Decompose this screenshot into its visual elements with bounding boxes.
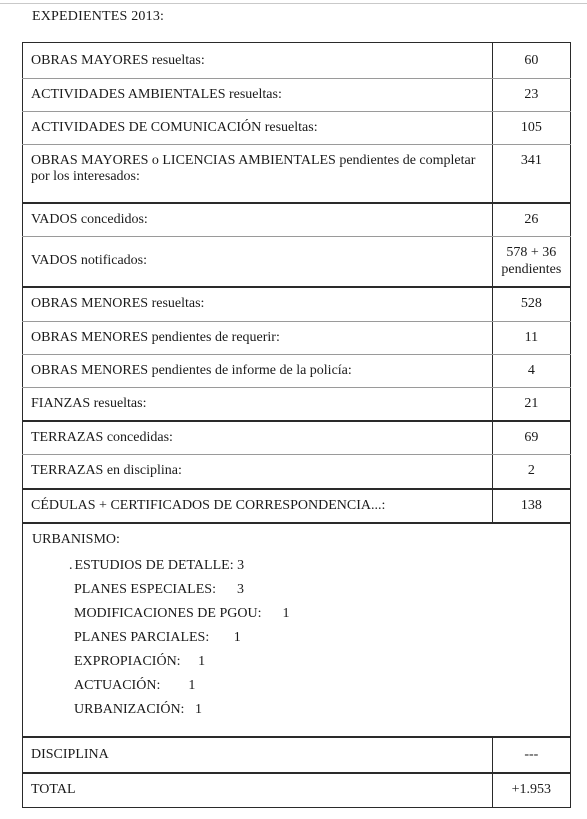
top-rule <box>0 3 587 4</box>
table-row <box>23 388 571 421</box>
table-row <box>23 455 571 489</box>
table-row <box>23 773 571 808</box>
list-item: MODIFICACIONES DE PGOU: 1 <box>74 605 290 621</box>
urbanismo-title: URBANISMO: <box>32 531 120 547</box>
value-note: pendientes <box>501 262 562 278</box>
row-label: FIANZAS resueltas: <box>23 388 493 421</box>
row-value: 23 <box>492 79 570 112</box>
row-label: OBRAS MENORES pendientes de requerir: <box>23 322 493 355</box>
disciplina-label: DISCIPLINA <box>23 737 493 773</box>
table-row <box>23 112 571 145</box>
row-value: 138 <box>492 489 570 523</box>
urbanismo-cell <box>23 523 571 737</box>
row-value: 341 <box>492 145 570 203</box>
table-row <box>23 145 571 203</box>
row-value: 105 <box>492 112 570 145</box>
table-row <box>23 322 571 355</box>
total-label: TOTAL <box>23 773 493 808</box>
row-value <box>492 237 570 287</box>
list-item: URBANIZACIÓN: 1 <box>74 701 202 717</box>
table-row <box>23 421 571 455</box>
row-label: OBRAS MENORES resueltas: <box>23 287 493 322</box>
page-heading: EXPEDIENTES 2013: <box>32 9 165 24</box>
total-value: +1.953 <box>492 773 570 808</box>
list-item: PLANES ESPECIALES: 3 <box>74 581 244 597</box>
value-main: 578 + 36 <box>506 245 557 261</box>
row-value: 26 <box>492 203 570 237</box>
disciplina-value: --- <box>492 737 570 773</box>
row-label: ACTIVIDADES DE COMUNICACIÓN resueltas: <box>23 112 493 145</box>
row-value: 4 <box>492 355 570 388</box>
row-label: OBRAS MENORES pendientes de informe de la policía: <box>23 355 493 388</box>
urbanismo-row <box>23 523 571 737</box>
table-row <box>23 287 571 322</box>
row-label: TERRAZAS concedidas: <box>23 421 493 455</box>
table-row <box>23 237 571 287</box>
row-label: VADOS notificados: <box>23 237 493 287</box>
row-value: 528 <box>492 287 570 322</box>
expedientes-table <box>22 42 571 808</box>
table-row <box>23 355 571 388</box>
table-row <box>23 79 571 112</box>
table-row <box>23 737 571 773</box>
row-label: TERRAZAS en disciplina: <box>23 455 493 489</box>
row-value: 11 <box>492 322 570 355</box>
table-row <box>23 489 571 523</box>
row-label: OBRAS MAYORES o LICENCIAS AMBIENTALES pendientes de completar por los interesados: <box>23 145 493 203</box>
table-row <box>23 203 571 237</box>
row-label: ACTIVIDADES AMBIENTALES resueltas: <box>23 79 493 112</box>
urbanismo-list <box>31 554 562 722</box>
row-label: CÉDULAS + CERTIFICADOS DE CORRESPONDENCIA...: <box>23 489 493 523</box>
row-value: 2 <box>492 455 570 489</box>
row-value: 60 <box>492 43 570 79</box>
list-item: . ESTUDIOS DE DETALLE: 3 <box>69 557 245 573</box>
list-item: EXPROPIACIÓN: 1 <box>74 653 206 669</box>
list-item: PLANES PARCIALES: 1 <box>74 629 241 645</box>
row-label: OBRAS MAYORES resueltas: <box>23 43 493 79</box>
table-row <box>23 43 571 79</box>
list-item: ACTUACIÓN: 1 <box>74 677 196 693</box>
row-value: 69 <box>492 421 570 455</box>
row-label: VADOS concedidos: <box>23 203 493 237</box>
row-value: 21 <box>492 388 570 421</box>
